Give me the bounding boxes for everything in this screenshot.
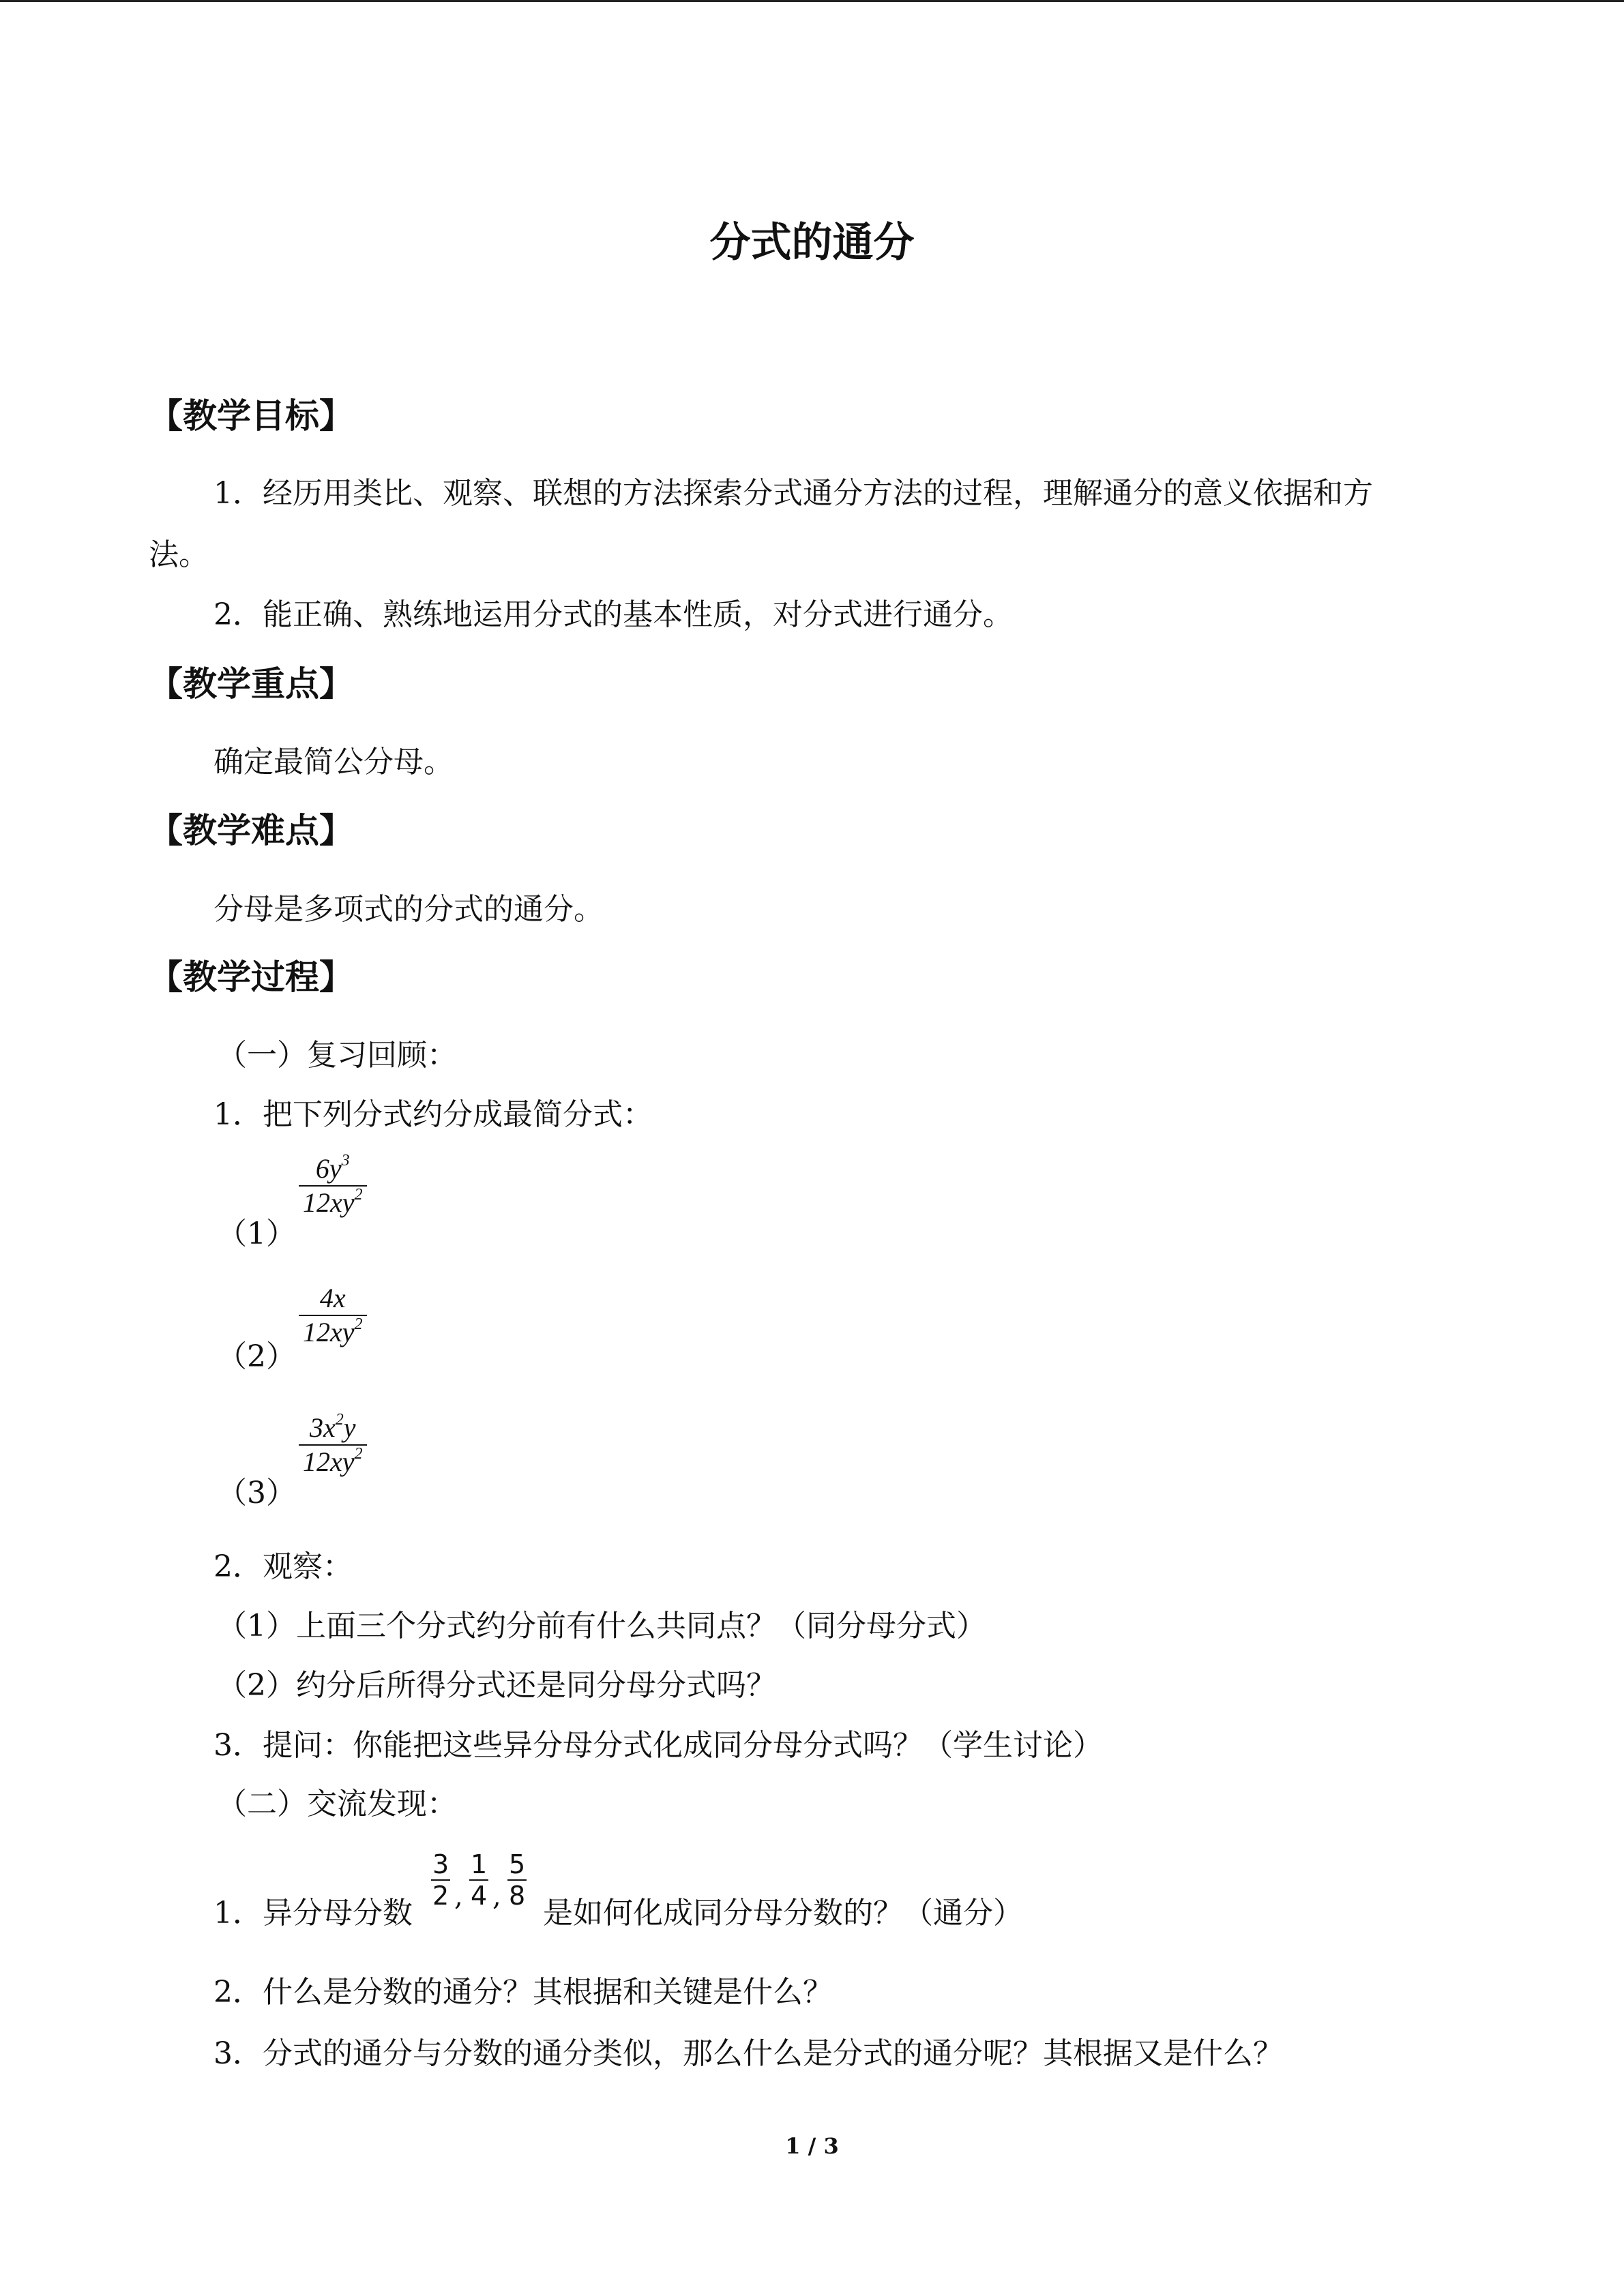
top-border <box>0 0 1624 2</box>
heading-difficulty: 【教学难点】 <box>149 811 353 850</box>
discovery-1-prefix: 1．异分母分数 <box>213 1896 413 1930</box>
fraction-2-label: （2） <box>217 1339 296 1374</box>
objective-1-line-2: 法。 <box>149 537 209 572</box>
discovery-fraction-2: $\frac{1}{4}$ <box>471 1849 488 1911</box>
fraction-1-label: （1） <box>217 1217 296 1251</box>
key-point-text: 确定最简公分母。 <box>213 745 454 779</box>
fraction-3 <box>299 1412 367 1478</box>
page-title: 分式的通分 <box>709 219 915 267</box>
heading-process: 【教学过程】 <box>149 957 353 997</box>
fraction-3-label: （3） <box>217 1476 296 1510</box>
discovery-1-suffix: 是如何化成同分母分数的？（通分） <box>543 1896 1023 1930</box>
question-2: 2．观察： <box>213 1549 353 1584</box>
difficulty-text: 分母是多项式的分式的通分。 <box>213 892 604 927</box>
part2-label: （二）交流发现： <box>217 1787 457 1821</box>
question-1: 1．把下列分式约分成最简分式： <box>213 1097 653 1132</box>
objective-1-line-1: 1．经历用类比、观察、联想的方法探索分式通分方法的过程，理解通分的意义依据和方 <box>213 476 1373 511</box>
discovery-3: 3．分式的通分与分数的通分类似，那么什么是分式的通分呢？其根据又是什么？ <box>213 2036 1283 2071</box>
fraction-2-denominator: $12xy^2$ <box>299 1315 367 1349</box>
discovery-fraction-3: $\frac{5}{8}$ <box>509 1849 526 1911</box>
fraction-2 <box>299 1282 367 1349</box>
objective-2: 2．能正确、熟练地运用分式的基本性质，对分式进行通分。 <box>213 597 1013 632</box>
page-number: 1 / 3 <box>785 2133 839 2159</box>
question-3: 3．提问：你能把这些异分母分式化成同分母分式吗？（学生讨论） <box>213 1728 1103 1763</box>
discovery-separator-1: , <box>454 1881 463 1912</box>
fraction-3-denominator: $12xy^2$ <box>299 1444 367 1478</box>
discovery-2: 2．什么是分数的通分？其根据和关键是什么？ <box>213 1975 833 2010</box>
discovery-separator-2: , <box>492 1881 501 1912</box>
question-2-1: （1）上面三个分式约分前有什么共同点？（同分母分式） <box>217 1609 986 1643</box>
fraction-2-numerator: 4x <box>319 1283 346 1313</box>
question-2-2: （2）约分后所得分式还是同分母分式吗？ <box>217 1668 776 1703</box>
fraction-1 <box>299 1152 367 1219</box>
discovery-fraction-1: $\frac{3}{2}$ <box>432 1849 449 1911</box>
fraction-1-denominator: $12xy^2$ <box>299 1185 367 1219</box>
fraction-1-numerator: $6y^3$ <box>315 1152 350 1184</box>
fraction-3-numerator: $3x^2y$ <box>309 1411 356 1443</box>
heading-key-point: 【教学重点】 <box>149 664 353 704</box>
part1-label: （一）复习回顾： <box>217 1038 457 1073</box>
heading-objectives: 【教学目标】 <box>149 396 353 436</box>
